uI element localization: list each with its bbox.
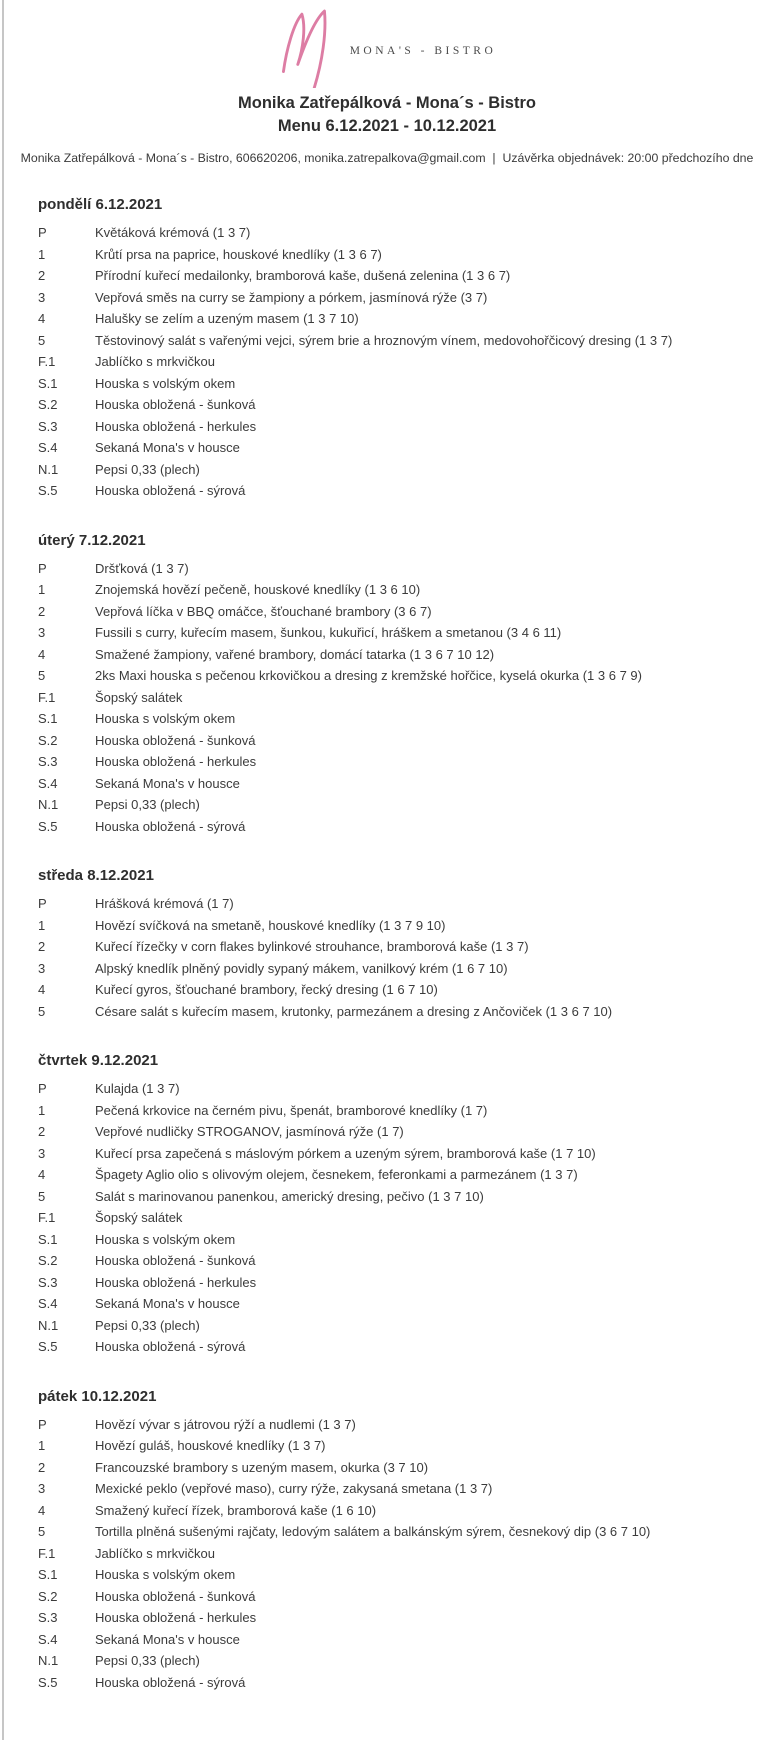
menu-item-row	[38, 558, 764, 580]
item-code: 5	[38, 332, 46, 348]
item-code: P	[38, 225, 47, 240]
item-code: S.5	[38, 1339, 58, 1354]
item-code: 1	[38, 917, 46, 933]
item-code: S.1	[38, 711, 58, 726]
item-code: S.3	[38, 1274, 58, 1290]
menu-item-row	[38, 1164, 764, 1186]
bistro-logo	[0, 0, 774, 86]
menu-item-row	[38, 1186, 764, 1208]
item-code: S.1	[38, 375, 58, 391]
item-description: Houska obložená - herkules	[95, 754, 257, 769]
item-code: S.4	[38, 1296, 58, 1311]
item-code: 1	[38, 246, 46, 262]
item-code: F.1	[38, 689, 56, 705]
day-section	[38, 1052, 764, 1358]
item-code: S.5	[38, 818, 58, 834]
menu-item-row	[38, 1435, 764, 1457]
item-code: S.2	[38, 397, 58, 412]
menu-item-row	[38, 437, 764, 459]
item-description: Přírodní kuřecí medailonky, bramborová kaše, dušená zelenina (1 3 6 7)	[95, 268, 511, 283]
item-description: Jablíčko s mrkvičkou	[95, 1545, 215, 1561]
item-description: Pepsi 0,33 (plech)	[95, 461, 200, 477]
item-description: Sekaná Mona's v housce	[95, 775, 240, 791]
item-code: P	[38, 560, 47, 576]
menu-item-row	[38, 1414, 764, 1436]
item-code: S.4	[38, 1631, 58, 1647]
menu-item-row	[38, 644, 764, 666]
item-description: Sekaná Mona's v housce	[95, 1296, 240, 1311]
day-heading: pondělí 6.12.2021	[38, 196, 163, 213]
day-section	[38, 532, 764, 838]
item-code: 1	[38, 1102, 46, 1118]
item-description: Houska obložená - sýrová	[95, 483, 246, 498]
menu-date-range: Menu 6.12.2021 - 10.12.2021	[277, 117, 497, 135]
menu-item-row	[38, 936, 764, 958]
item-code: S.2	[38, 732, 58, 748]
menu-item-row	[38, 1001, 764, 1023]
item-code: S.3	[38, 754, 58, 769]
item-description: Vepřová líčka v BBQ omáčce, šťouchané brambory (3 6 7)	[95, 603, 432, 619]
item-code: 1	[38, 1438, 46, 1453]
item-code: P	[38, 1081, 47, 1096]
day-heading: středa 8.12.2021	[38, 867, 154, 884]
item-code: N.1	[38, 461, 59, 477]
menu-item-row	[38, 816, 764, 838]
menu-item-row	[38, 1543, 764, 1565]
item-description: Sekaná Mona's v housce	[95, 440, 240, 455]
item-code: S.3	[38, 1610, 58, 1625]
menu-days	[0, 196, 774, 1693]
item-description: Pepsi 0,33 (plech)	[95, 1317, 200, 1333]
menu-item-row	[38, 330, 764, 352]
item-description: Houska s volským okem	[95, 711, 236, 726]
day-section	[38, 196, 764, 502]
item-description: Pepsi 0,33 (plech)	[95, 1653, 200, 1668]
menu-item-row	[38, 1336, 764, 1358]
menu-item-row	[38, 244, 764, 266]
item-code: P	[38, 896, 47, 911]
menu-item-row	[38, 308, 764, 330]
item-description: Houska obložená - šunková	[95, 732, 256, 748]
item-description: Alpský knedlík plněný povidly sypaný mákem, vanilkový krém (1 6 7 10)	[95, 960, 508, 976]
item-description: Pečená krkovice na černém pivu, špenát, bramborové knedlíky (1 7)	[95, 1102, 488, 1118]
day-heading: úterý 7.12.2021	[38, 531, 146, 549]
menu-item-row	[38, 794, 764, 816]
item-code: 3	[38, 289, 46, 305]
menu-item-row	[38, 1207, 764, 1229]
item-description: Krůtí prsa na paprice, houskové knedlíky (1 3 6 7)	[95, 246, 382, 262]
item-description: Hovězí vývar s játrovou rýží a nudlemi (1 3 7)	[95, 1416, 356, 1432]
item-code: 4	[38, 646, 46, 662]
menu-item-row	[38, 351, 764, 373]
item-code: F.1	[38, 1545, 56, 1561]
item-code: S.5	[38, 483, 58, 498]
item-code: F.1	[38, 1210, 56, 1225]
item-code: 5	[38, 1188, 46, 1204]
menu-item-row	[38, 1478, 764, 1500]
item-code: N.1	[38, 1653, 59, 1668]
item-description: 2ks Maxi houska s pečenou krkovičkou a dresing z kremžské hořčice, kyselá okurka (1 3 6 7 9)	[95, 668, 642, 683]
menu-item-row	[38, 687, 764, 709]
item-code: 4	[38, 1167, 46, 1182]
day-heading: pátek 10.12.2021	[38, 1387, 157, 1405]
item-description: Kuřecí gyros, šťouchané brambory, řecký dresing (1 6 7 10)	[95, 982, 438, 997]
monogram-m-icon	[278, 8, 334, 88]
menu-item-row	[38, 373, 764, 395]
item-code: 3	[38, 960, 46, 976]
menu-item-row	[38, 1629, 764, 1651]
menu-item-row	[38, 1315, 764, 1337]
item-code: 2	[38, 1124, 46, 1139]
item-description: Césare salát s kuřecím masem, krutonky, parmezánem a dresing z Ančoviček (1 3 6 7 10)	[95, 1003, 613, 1019]
item-description: Houska obložená - sýrová	[95, 818, 246, 834]
item-description: Houska s volským okem	[95, 1231, 236, 1247]
item-description: Houska obložená - sýrová	[95, 1674, 246, 1690]
item-code: 2	[38, 603, 46, 619]
item-description: Houska obložená - šunková	[95, 1253, 256, 1268]
menu-item-row	[38, 1586, 764, 1608]
item-code: N.1	[38, 1317, 59, 1333]
item-description: Květáková krémová (1 3 7)	[95, 225, 251, 240]
menu-item-row	[38, 1293, 764, 1315]
item-code: S.5	[38, 1674, 58, 1690]
menu-item-row	[38, 459, 764, 481]
menu-item-row	[38, 893, 764, 915]
item-code: 1	[38, 582, 46, 597]
item-code: F.1	[38, 354, 56, 369]
menu-item-row	[38, 394, 764, 416]
menu-item-row	[38, 1564, 764, 1586]
item-code: 3	[38, 1481, 46, 1496]
item-description: Sekaná Mona's v housce	[95, 1631, 240, 1647]
item-description: Hrášková krémová (1 7)	[95, 896, 234, 911]
item-code: 5	[38, 1003, 46, 1019]
item-description: Smažený kuřecí řízek, bramborová kaše (1 6 10)	[95, 1502, 377, 1518]
menu-item-row	[38, 1078, 764, 1100]
item-description: Houska obložená - herkules	[95, 418, 257, 434]
item-code: 4	[38, 982, 46, 997]
item-code: S.3	[38, 418, 58, 434]
item-description: Dršťková (1 3 7)	[95, 560, 189, 576]
menu-item-row	[38, 1250, 764, 1272]
menu-item-row	[38, 1100, 764, 1122]
contact-line: Monika Zatřepálková - Mona´s - Bistro, 606620206, monika.zatrepalkova@gmail.com | Uzávěrka objednávek: 20:00 předchozího dne	[20, 151, 754, 165]
item-description: Salát s marinovanou panenkou, americký dresing, pečivo (1 3 7 10)	[95, 1188, 484, 1204]
item-code: 5	[38, 668, 46, 683]
logo-wordmark: MONA'S - BISTRO	[349, 45, 497, 57]
item-code: P	[38, 1416, 47, 1432]
menu-item-row	[38, 708, 764, 730]
menu-item-row	[38, 1143, 764, 1165]
item-description: Pepsi 0,33 (plech)	[95, 797, 200, 812]
menu-item-row	[38, 958, 764, 980]
item-code: S.4	[38, 775, 58, 791]
item-description: Fussili s curry, kuřecím masem, šunkou, kukuřicí, hráškem a smetanou (3 4 6 11)	[95, 625, 562, 640]
item-description: Francouzské brambory s uzeným masem, okurka (3 7 10)	[95, 1459, 429, 1475]
item-code: S.1	[38, 1231, 58, 1247]
item-description: Halušky se zelím a uzeným masem (1 3 7 10)	[95, 311, 359, 326]
item-description: Šopský salátek	[95, 689, 183, 705]
menu-item-row	[38, 665, 764, 687]
item-code: S.1	[38, 1567, 58, 1582]
menu-item-row	[38, 1272, 764, 1294]
menu-item-row	[38, 222, 764, 244]
menu-item-row	[38, 622, 764, 644]
menu-item-row	[38, 751, 764, 773]
day-section	[38, 1388, 764, 1694]
item-description: Houska s volským okem	[95, 1567, 236, 1582]
item-description: Smažené žampiony, vařené brambory, domácí tatarka (1 3 6 7 10 12)	[95, 646, 495, 662]
menu-item-row	[38, 1457, 764, 1479]
menu-item-row	[38, 480, 764, 502]
menu-item-row	[38, 579, 764, 601]
item-description: Tortilla plněná sušenými rajčaty, ledovým salátem a balkánským sýrem, česnekový dip (3 6 7 10)	[95, 1524, 651, 1539]
item-description: Vepřová směs na curry se žampiony a pórkem, jasmínová rýže (3 7)	[95, 289, 488, 305]
item-code: 2	[38, 1459, 46, 1475]
item-code: N.1	[38, 797, 59, 812]
menu-item-row	[38, 1121, 764, 1143]
menu-item-row	[38, 287, 764, 309]
item-description: Houska obložená - herkules	[95, 1610, 257, 1625]
item-description: Vepřové nudličky STROGANOV, jasmínová rýže (1 7)	[95, 1124, 404, 1139]
menu-item-row	[38, 915, 764, 937]
menu-item-row	[38, 979, 764, 1001]
item-description: Šopský salátek	[95, 1210, 183, 1225]
item-code: 4	[38, 1502, 46, 1518]
item-description: Znojemská hovězí pečeně, houskové knedlíky (1 3 6 10)	[95, 582, 421, 597]
menu-item-row	[38, 1500, 764, 1522]
menu-item-row	[38, 601, 764, 623]
day-heading: čtvrtek 9.12.2021	[38, 1052, 159, 1069]
item-description: Jablíčko s mrkvičkou	[95, 354, 215, 369]
item-description: Kulajda (1 3 7)	[95, 1081, 180, 1096]
page-left-edge-line	[2, 0, 4, 1740]
item-code: S.2	[38, 1588, 58, 1604]
item-description: Houska obložená - herkules	[95, 1274, 257, 1290]
page-header	[0, 0, 774, 166]
item-code: 3	[38, 1145, 46, 1161]
item-description: Houska s volským okem	[95, 375, 236, 391]
item-description: Hovězí svíčková na smetaně, houskové knedlíky (1 3 7 9 10)	[95, 917, 446, 933]
menu-item-row	[38, 1521, 764, 1543]
day-section	[38, 867, 764, 1022]
item-description: Hovězí guláš, houskové knedlíky (1 3 7)	[95, 1438, 326, 1453]
item-code: S.2	[38, 1253, 58, 1268]
item-code: 5	[38, 1524, 46, 1539]
item-description: Houska obložená - šunková	[95, 1588, 256, 1604]
menu-item-row	[38, 416, 764, 438]
page-title: Monika Zatřepálková - Mona´s - Bistro	[238, 94, 536, 112]
menu-item-row	[38, 1229, 764, 1251]
item-description: Kuřecí řízečky v corn flakes bylinkové strouhance, bramborová kaše (1 3 7)	[95, 939, 529, 954]
item-description: Mexické peklo (vepřové maso), curry rýže, zakysaná smetana (1 3 7)	[95, 1481, 493, 1496]
item-code: 2	[38, 268, 46, 283]
item-code: 3	[38, 625, 46, 640]
item-description: Špagety Aglio olio s olivovým olejem, česnekem, feferonkami a parmezánem (1 3 7)	[95, 1167, 578, 1182]
item-code: S.4	[38, 440, 58, 455]
menu-item-row	[38, 1650, 764, 1672]
item-description: Kuřecí prsa zapečená s máslovým pórkem a uzeným sýrem, bramborová kaše (1 7 10)	[95, 1145, 596, 1161]
item-code: 4	[38, 311, 46, 326]
menu-item-row	[38, 773, 764, 795]
item-description: Těstovinový salát s vařenými vejci, sýrem brie a hroznovým vínem, medovohořčicový dresing (1 3 7)	[95, 332, 673, 348]
item-description: Houska obložená - šunková	[95, 397, 256, 412]
item-code: 2	[38, 939, 46, 954]
menu-item-row	[38, 265, 764, 287]
item-description: Houska obložená - sýrová	[95, 1339, 246, 1354]
menu-item-row	[38, 1607, 764, 1629]
menu-item-row	[38, 1672, 764, 1694]
menu-item-row	[38, 730, 764, 752]
